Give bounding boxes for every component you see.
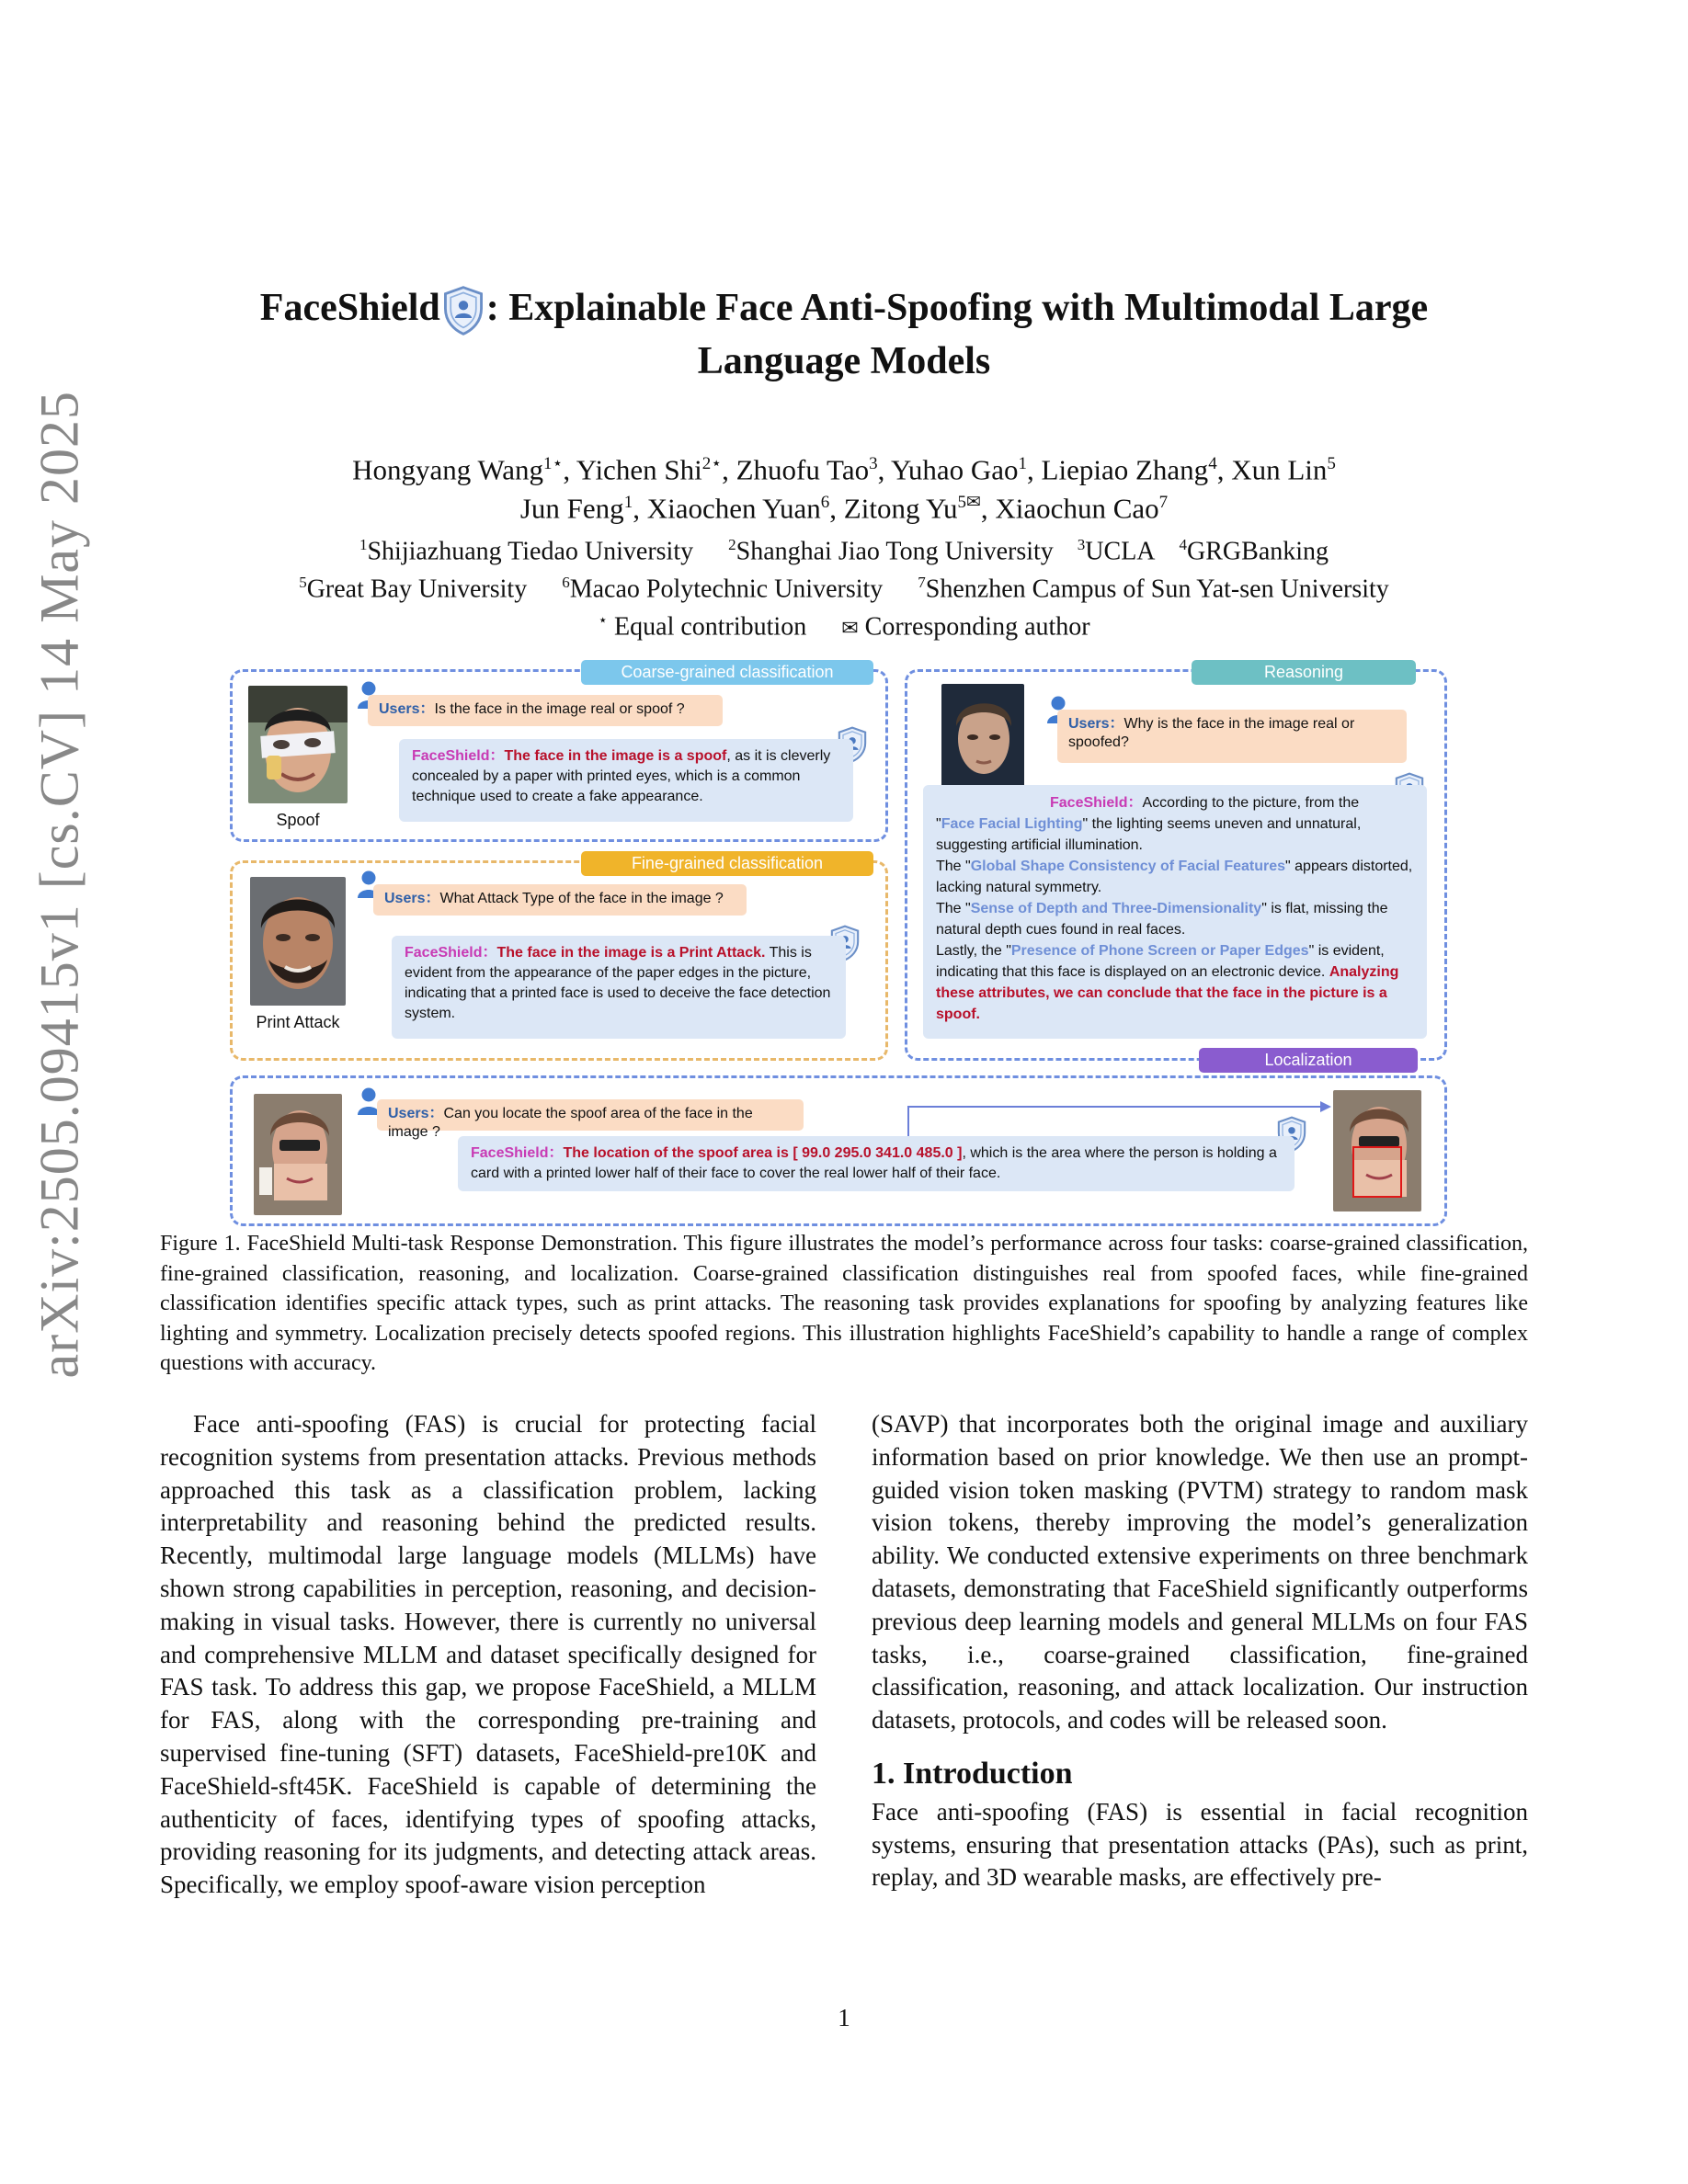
user-name: Users: [379, 701, 420, 717]
aff-name: Shijiazhuang Tiedao University: [367, 537, 694, 566]
localization-result-image: [1333, 1090, 1421, 1211]
feature-edges: Presence of Phone Screen or Paper Edges: [1010, 943, 1309, 959]
question-text: What Attack Type of the face in the image ?: [439, 891, 724, 906]
localization-user-question: Users：Can you locate the spoof area of the face in the image ?: [377, 1099, 804, 1131]
author-sup: 5✉: [957, 493, 981, 512]
equal-contribution-label: Equal contribution: [614, 612, 807, 642]
spoof-face-image: [248, 686, 348, 803]
author-name: Yichen Shi: [576, 453, 702, 486]
corresponding-author-label: Corresponding author: [864, 612, 1090, 642]
user-name: Users: [388, 1106, 429, 1121]
quote-prefix: The ": [936, 901, 971, 916]
title-name: FaceShield: [259, 287, 440, 329]
author-sup: 4: [1208, 454, 1217, 473]
author-name: Xun Lin: [1231, 453, 1328, 486]
author-name: Hongyang Wang: [352, 453, 543, 486]
aff-sup: 4: [1179, 536, 1188, 553]
answer-text: , which is the area where the person is holding a card with a printed lower half of their face to cover the real lower half of their face.: [471, 1145, 1277, 1181]
user-name: Users: [1068, 716, 1110, 732]
title-line2: Language Models: [697, 340, 991, 383]
abstract-paragraph-left: Face anti-spoofing (FAS) is crucial for protecting facial recognition systems from presentation attacks. Previous methods approached this task as a classification problem, lacking interpretability and reasoning behind the predicted results. Recently, multimodal large language models (MLLMs) have shown strong capabilities in perception, reasoning, and decision-making in visual tasks. However, there is currently no universal and comprehensive MLLM and dataset specifically designed for FAS task. To address this gap, we propose FaceShield, a MLLM for FAS, along with the corresponding pre-training and supervised fine-tuning (SFT) datasets, FaceShield-pre10K and FaceShield-sft45K. FaceShield is capable of determining the authenticity of faces, identifying types of spoofing attacks, providing reasoning for its judgments, and detecting attack areas. Specifically, we employ spoof-aware vision perception: [160, 1410, 816, 1899]
coarse-answer: FaceShield：The face in the image is a spoof, as it is cleverly concealed by a paper with printed eyes, which is a common technique used to create a fake appearance.: [399, 739, 853, 822]
faceshield-logo-icon: [442, 285, 485, 336]
author-name: Jun Feng: [519, 492, 624, 525]
reasoning-user-question: Users：Why is the face in the image real or spoofed?: [1057, 710, 1407, 763]
user-name: Users: [384, 891, 426, 906]
paper-title: [184, 283, 1504, 386]
coarse-user-question: Users：Is the face in the image real or spoof ?: [368, 695, 723, 726]
author-sup: 7: [1158, 493, 1169, 512]
aff-sup: 6: [562, 574, 570, 591]
answer-text: , as it is cleverly concealed by a paper with printed eyes, which is a common technique used to create a fake appearance.: [412, 748, 831, 804]
reasoning-face-image: [941, 684, 1024, 789]
aff-name: GRGBanking: [1187, 537, 1329, 566]
feature-lighting-text: " the lighting seems uneven and unnatural, suggesting artificial illumination.: [936, 816, 1362, 853]
aff-name: Macao Polytechnic University: [569, 574, 884, 604]
author-sup: 5: [1327, 454, 1336, 473]
abstract-right-column: [872, 1408, 1528, 1894]
localization-answer: FaceShield：The location of the spoof area is [ 99.0 295.0 341.0 485.0 ], which is the area where the person is holding a card with a printed lower half of their face to cover the real lower half of their face.: [458, 1136, 1295, 1191]
title-rest: : Explainable Face Anti-Spoofing with Multimodal Large: [485, 287, 1429, 329]
aff-sup: 7: [918, 574, 926, 591]
reasoning-answer: FaceShield：According to the picture, from the "Face Facial Lighting" the lighting seems uneven and unnatural, suggesting artificial illumination. The "Global Shape Consistency of Facial Features" appears distorted, lacking natural symmetry. The "Sense of Depth and Three-Dimensionality" is flat, missing the natural depth cues found in real faces. Lastly, the "Presence of Phone Screen or Paper Edges" is evident, indicating that this face is displayed on an electronic device. Analyzing these attributes, we can conclude that the face in the picture is a spoof.: [923, 785, 1427, 1039]
author-name: Zitong Yu: [843, 492, 958, 525]
author-name: Xiaochun Cao: [995, 492, 1159, 525]
quote-mark: ": [936, 816, 941, 832]
abstract-left-column: [160, 1408, 816, 1902]
feature-shape: Global Shape Consistency of Facial Features: [970, 859, 1286, 874]
aff-sup: 3: [1077, 536, 1086, 553]
answer-highlight: The location of the spoof area is [ 99.0 295.0 341.0 485.0 ]: [563, 1145, 963, 1161]
faceshield-name: FaceShield: [412, 748, 490, 764]
aff-name: UCLA: [1085, 537, 1156, 566]
figure-1: [226, 660, 1458, 1230]
author-name: Yuhao Gao: [890, 453, 1019, 486]
feature-depth-text: " is flat, missing the natural depth cues found in real faces.: [936, 901, 1388, 938]
figure-caption: Figure 1. FaceShield Multi-task Response Demonstration. This figure illustrates the model’s performance across four tasks: coarse-grained classification, fine-grained classification, reasoning, and localization. Coarse-grained classification distinguishes real from spoofed faces, while fine-grained classification identifies specific attack types, such as print attacks. The reasoning task provides explanations for spoofing by analyzing features like lighting and symmetry. Localization precisely detects spoofed regions. This illustration highlights FaceShield’s capability to handle a range of complex questions with accuracy.: [160, 1232, 1528, 1375]
equal-mark: ⋆: [598, 611, 609, 629]
author-sup: 6: [820, 493, 830, 512]
answer-highlight: The face in the image is a Print Attack.: [496, 945, 766, 961]
aff-sup: 5: [299, 574, 307, 591]
author-name: Liepiao Zhang: [1041, 453, 1209, 486]
contribution-note: [184, 602, 1504, 646]
quote-prefix: Lastly, the ": [936, 943, 1011, 959]
author-sup: 1⋆: [543, 454, 564, 473]
author-sup: 3: [869, 454, 878, 473]
aff-name: Shenzhen Campus of Sun Yat-sen University: [925, 574, 1389, 604]
print-attack-label: Print Attack: [256, 1013, 340, 1031]
print-attack-face-image: [250, 877, 346, 1006]
spoof-face-label: Spoof: [276, 811, 320, 829]
aff-name: Shanghai Jiao Tong University: [736, 537, 1054, 566]
localization-input-image: [254, 1094, 342, 1215]
feature-edges-text: " is evident, indicating that this face is displayed on an electronic device.: [936, 943, 1385, 980]
page-number: 1: [838, 2004, 850, 2031]
author-sup: 1: [623, 493, 633, 512]
author-sup: 2⋆: [701, 454, 723, 473]
question-text: Can you locate the spoof area of the face in the image ?: [388, 1106, 753, 1140]
author-name: Xiaochen Yuan: [646, 492, 821, 525]
authors-line-2: Jun Feng$^1$, Xiaochen Yuan$^6$, Zitong $Yu^{5✉}$, Xiaochun Cao$^7$: [519, 492, 1169, 525]
abstract-paragraph-right: (SAVP) that incorporates both the original image and auxiliary information based on prior knowledge. We then use an prompt-guided vision token masking (PVTM) strategy to random mask vision tokens, thereby improving the model’s generalization ability. We conducted extensive experiments on three benchmark datasets, demonstrating that FaceShield significantly outperforms previous deep learning models and general MLLMs on four FAS tasks, i.e., coarse-grained classification, fine-grained classification, reasoning, and attack localization. Our instruction datasets, protocols, and codes will be released soon.: [872, 1410, 1528, 1735]
localization-tag: Localization: [1199, 1048, 1418, 1073]
reasoning-conclusion: Analyzing these attributes, we can conclude that the face in the picture is a spoof.: [936, 964, 1399, 1022]
aff-sup: 1: [359, 536, 368, 553]
feature-depth: Sense of Depth and Three-Dimensionality: [970, 901, 1262, 916]
question-text: Is the face in the image real or spoof ?: [434, 701, 685, 717]
section-heading-introduction: 1. Introduction: [872, 1756, 1073, 1791]
fine-user-question: Users：What Attack Type of the face in the image ?: [373, 884, 747, 916]
fine-answer: FaceShield：The face in the image is a Print Attack. This is evident from the appearance of the paper edges in the picture, indicating that a printed face is used to deceive the face detection system.: [392, 936, 846, 1039]
introduction-paragraph: Face anti-spoofing (FAS) is essential in facial recognition systems, ensuring that presentation attacks (PAs), such as print, replay, and 3D wearable masks, are effectively pre-: [872, 1797, 1528, 1892]
feature-lighting: Face Facial Lighting: [941, 816, 1083, 832]
author-name: Zhuofu Tao: [736, 453, 870, 486]
arxiv-identifier: arXiv:2505.09415v1 [cs.CV] 14 May 2025: [29, 390, 90, 1379]
quote-prefix: The ": [936, 859, 971, 874]
question-text: Why is the face in the image real or spoofed?: [1068, 716, 1355, 750]
reasoning-tag: Reasoning: [1192, 660, 1416, 685]
aff-name: Great Bay University: [306, 574, 528, 604]
author-sup: 1: [1018, 454, 1028, 473]
answer-highlight: The face in the image is a spoof: [504, 748, 727, 764]
feature-shape-text: " appears distorted, lacking natural symmetry.: [936, 859, 1413, 895]
answer-text: This is evident from the appearance of the paper edges in the picture, indicating that a printed face is used to deceive the face detection system.: [405, 945, 831, 1021]
faceshield-name: FaceShield: [405, 945, 483, 961]
aff-sup: 2: [728, 536, 736, 553]
answer-intro: According to the picture, from the: [1142, 795, 1360, 811]
coarse-tag: Coarse-grained classification: [581, 660, 873, 685]
faceshield-name: FaceShield: [1050, 795, 1128, 811]
fine-tag: Fine-grained classification: [581, 851, 873, 876]
envelope-icon: ✉: [841, 616, 859, 640]
authors-line-1: Hongyang Wang$^{1⋆}$, Yichen Shi$^{2⋆}$, Zhuofu Tao$^3$, Yuhao Gao$^1$, Liepiao Zhang$^4$, Xun Lin$^5$: [352, 453, 1336, 486]
faceshield-name: FaceShield: [471, 1145, 549, 1161]
